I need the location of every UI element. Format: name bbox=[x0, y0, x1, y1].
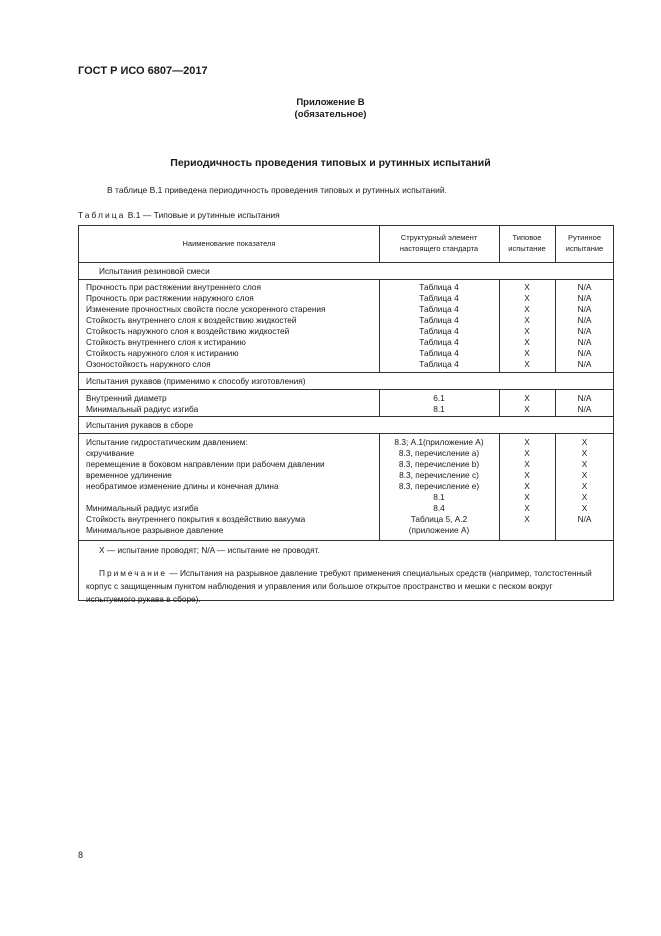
table-row-routine: N/A bbox=[577, 348, 592, 358]
table-row-type: X bbox=[524, 304, 530, 314]
table-row-type: X bbox=[524, 481, 530, 491]
table-row-type: X bbox=[524, 492, 530, 502]
table-row-element: 8.3, перечисление с) bbox=[399, 470, 479, 480]
table-row-routine: N/A bbox=[577, 514, 592, 524]
table-legend: X — испытание проводят; N/A — испытание не проводят. bbox=[99, 545, 320, 555]
table-row-name: необратимое изменение длины и конечная длина bbox=[86, 481, 279, 491]
column-header-element-line2: настоящего стандарта bbox=[399, 243, 479, 253]
table-row-routine: N/A bbox=[577, 393, 592, 403]
table-row-name: Стойкость наружного слоя к истиранию bbox=[86, 348, 239, 358]
table-row-routine: N/A bbox=[577, 315, 592, 325]
table-row-name: временное удлинение bbox=[86, 470, 172, 480]
table-row-routine: N/A bbox=[577, 337, 592, 347]
table-row-element: Таблица 4 bbox=[419, 326, 459, 336]
table-row-name: Стойкость внутреннего покрытия к воздействию вакуума bbox=[86, 514, 306, 524]
note-label: Примечание bbox=[99, 568, 168, 578]
column-header-element-line1: Структурный элемент bbox=[400, 233, 478, 242]
table-note bbox=[86, 567, 604, 606]
table-row-element: 6.1 bbox=[433, 393, 445, 403]
table-row-type: X bbox=[524, 459, 530, 469]
table-row-element: Таблица 4 bbox=[419, 293, 459, 303]
table-row-name: скручивание bbox=[86, 448, 135, 458]
table-row-name: Стойкость внутреннего слоя к воздействию жидкостей bbox=[86, 315, 297, 325]
group-title-assemblies: Испытания рукавов в сборе bbox=[86, 420, 194, 430]
table-row-name: Прочность при растяжении наружного слоя bbox=[86, 293, 254, 303]
table-row-name: Стойкость наружного слоя к воздействию жидкостей bbox=[86, 326, 290, 336]
table-row-element: 8.4 bbox=[433, 503, 445, 513]
table-row-element: Таблица 5, А.2 bbox=[410, 514, 468, 524]
table-row-type: X bbox=[524, 315, 530, 325]
table-row-element: 8.3, перечисление е) bbox=[398, 481, 480, 491]
table-row-name: Прочность при растяжении внутреннего слоя bbox=[86, 282, 262, 292]
table-row-routine: X bbox=[581, 437, 588, 447]
table-row-name: Минимальное разрывное давление bbox=[86, 525, 224, 535]
table-row-element: Таблица 4 bbox=[419, 304, 459, 314]
table-row-element: Таблица 4 bbox=[419, 315, 459, 325]
table-row-type: X bbox=[524, 404, 530, 414]
table-row-type: X bbox=[524, 393, 530, 403]
table-row-routine: X bbox=[581, 448, 588, 458]
group-title-hoses: Испытания рукавов (применимо к способу изготовления) bbox=[86, 376, 306, 386]
column-header-routine-test-line1: Рутинное bbox=[567, 233, 601, 242]
table-row-routine: X bbox=[581, 481, 588, 491]
table-row-name: Минимальный радиус изгиба bbox=[86, 404, 199, 414]
table-row-element: 8.1 bbox=[433, 404, 445, 414]
results-table bbox=[78, 225, 614, 604]
note-text: — Испытания на разрывное давление требуют применения специальных средств (например, толстостенный корпус с защищенным пунктом наблюдения и управления или большое открытое пространство и мешки с песком вокруг испытуемого рукава в сборе). bbox=[86, 568, 592, 604]
table-row-routine: X bbox=[581, 459, 588, 469]
table-row-name: перемещение в боковом направлении при рабочем давлении bbox=[86, 459, 325, 469]
table-row-routine: N/A bbox=[577, 304, 592, 314]
table-row-routine: N/A bbox=[577, 404, 592, 414]
table-row-type: X bbox=[524, 348, 530, 358]
column-header-type-test-line2: испытание bbox=[508, 243, 546, 253]
table-caption bbox=[78, 210, 280, 220]
table-row-element: 8.3; А.1(приложение А) bbox=[394, 437, 484, 447]
appendix-status: (обязательное) bbox=[294, 109, 367, 120]
table-row-name: Испытание гидростатическим давлением: bbox=[86, 437, 248, 447]
table-row-type: X bbox=[524, 282, 530, 292]
column-header-type-test bbox=[499, 233, 555, 254]
table-row-element: Таблица 4 bbox=[419, 359, 459, 369]
table-row-type: X bbox=[524, 448, 530, 458]
table-row-name: Озоностойкость наружного слоя bbox=[86, 359, 211, 369]
table-row-element: Таблица 4 bbox=[419, 348, 459, 358]
table-row-type: X bbox=[524, 470, 530, 480]
table-row-name: Внутренний диаметр bbox=[86, 393, 167, 403]
table-row-type: X bbox=[524, 437, 530, 447]
table-row-element: Таблица 4 bbox=[419, 282, 459, 292]
table-row-element: 8.3, перечисление а) bbox=[398, 448, 480, 458]
table-row-name: Стойкость внутреннего слоя к истиранию bbox=[86, 337, 246, 347]
table-row-routine: N/A bbox=[577, 282, 592, 292]
table-row-type: X bbox=[524, 326, 530, 336]
table-row-type: X bbox=[524, 359, 530, 369]
table-row-routine: X bbox=[581, 503, 588, 513]
table-row-routine: N/A bbox=[577, 359, 592, 369]
table-row-routine: X bbox=[581, 470, 588, 480]
column-header-routine-test bbox=[555, 233, 614, 254]
table-row-element: 8.3, перечисление b) bbox=[398, 459, 480, 469]
table-row-element: 8.1 bbox=[433, 492, 445, 502]
page-number: 8 bbox=[78, 850, 84, 860]
section-title: Периодичность проведения типовых и рутинных испытаний bbox=[170, 157, 491, 169]
column-header-routine-test-line2: испытание bbox=[565, 243, 604, 253]
table-row-type: X bbox=[524, 293, 530, 303]
table-row-routine: X bbox=[581, 492, 588, 502]
table-row-element: Таблица 4 bbox=[419, 337, 459, 347]
column-header-element bbox=[379, 233, 499, 254]
table-caption-text: В.1 — Типовые и рутинные испытания bbox=[125, 210, 280, 220]
table-row-name: Изменение прочностных свойств после ускоренного старения bbox=[86, 304, 326, 314]
table-row-name: Минимальный радиус изгиба bbox=[86, 503, 199, 513]
appendix-title: Приложение В bbox=[296, 97, 365, 108]
column-header-type-test-line1: Типовое bbox=[512, 233, 542, 242]
table-row-element: (приложение А) bbox=[408, 525, 470, 535]
column-header-name: Наименование показателя bbox=[182, 239, 276, 248]
intro-paragraph: В таблице В.1 приведена периодичность проведения типовых и рутинных испытаний. bbox=[107, 185, 447, 195]
table-caption-prefix: Таблица bbox=[78, 210, 126, 220]
document-header: ГОСТ Р ИСО 6807—2017 bbox=[78, 65, 208, 77]
table-row-type: X bbox=[524, 337, 530, 347]
table-row-routine: N/A bbox=[577, 326, 592, 336]
group-title-rubber: Испытания резиновой смеси bbox=[99, 266, 210, 276]
table-row-type: X bbox=[524, 514, 530, 524]
table-row-routine: N/A bbox=[577, 293, 592, 303]
table-row-type: X bbox=[524, 503, 530, 513]
